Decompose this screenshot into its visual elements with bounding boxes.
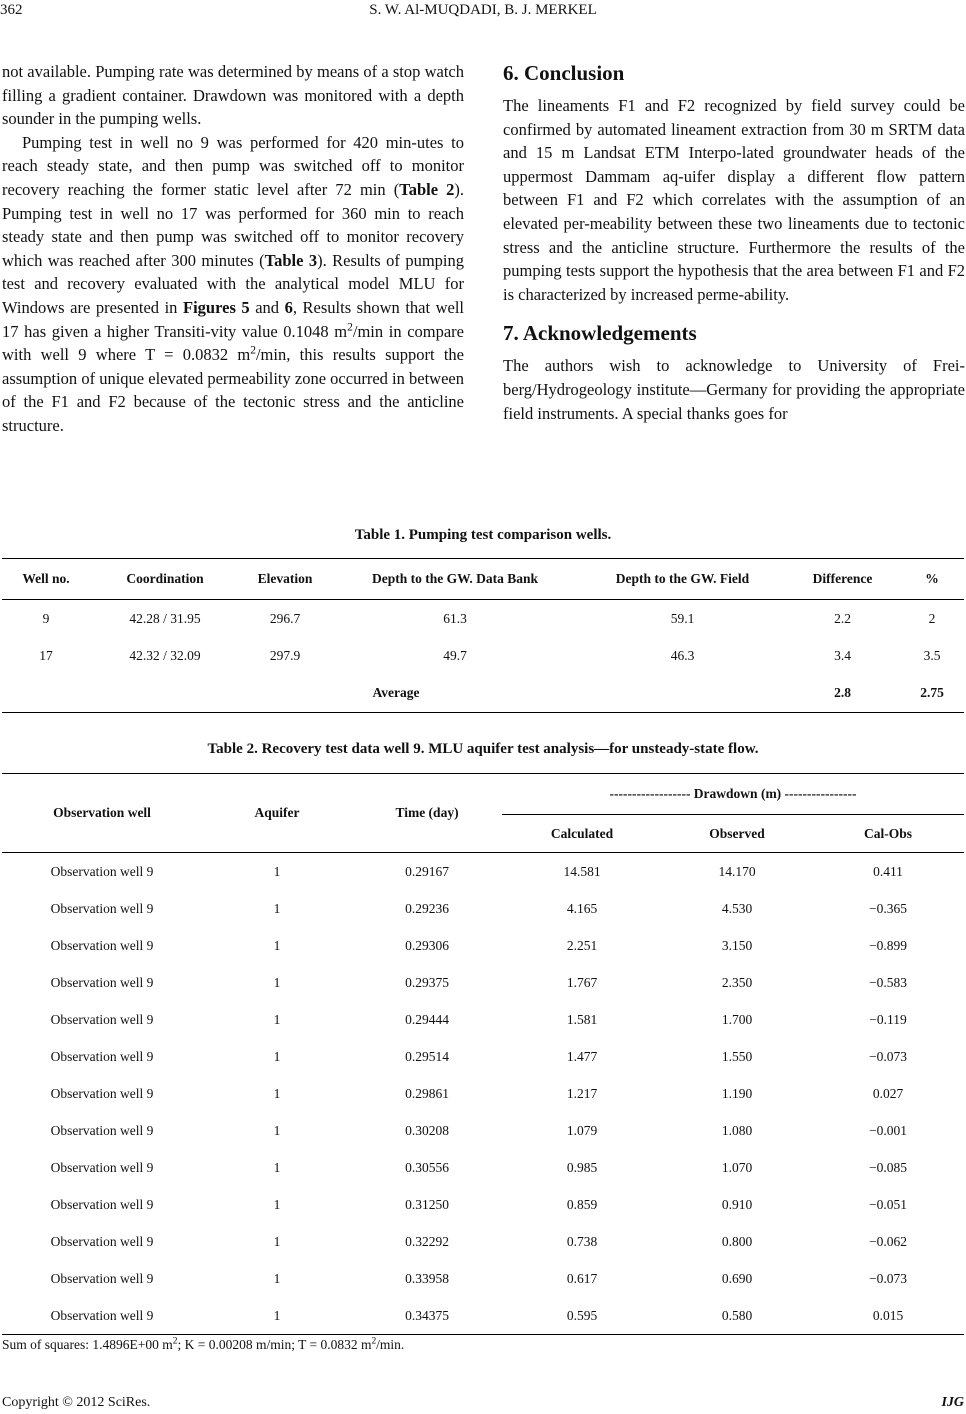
superscript: 2 (172, 1336, 178, 1347)
text-run: and (249, 297, 285, 317)
table-cell: 46.3 (670, 647, 695, 663)
table-2-footnote (2, 1337, 404, 1353)
table-cell: −0.365 (869, 900, 907, 916)
text-run: ). Pumping test in well no 17 was performed for 360 min to reach steady state and then pump was switched off to monitor recovery which was reached after 300 minutes ( (2, 179, 465, 270)
table-row (2, 927, 964, 964)
acknowledgements-paragraph: The authors wish to acknowledge to University of Frei-berg/Hydrogeology institute—Germany for providing the appropriate field instruments. A special thanks goes for (503, 356, 965, 423)
table-row (2, 1038, 964, 1075)
column-header-observed: Observed (662, 815, 812, 853)
table-cell: 1.477 (566, 1048, 598, 1064)
conclusion-paragraph: The lineaments F1 and F2 recognized by field survey could be confirmed by automated lineament extraction from 30 m SRTM data and 15 m Landsat ETM Interpo-lated groundwater heads of the uppermost Dammam aq-uifer display a different flow pattern between F1 and F2 which correlates with the assumption of an elevated per-meability between these two lineaments due to tectonic stress and the anticline structure. Furthermore the results of the pumping tests support the hypothesis that the area between F1 and F2 is characterized by increased perme-ability. (503, 96, 965, 304)
text-run: Pumping test in well no 9 was performed for 420 min-utes to reach steady state, and then pump was switched off to monitor recovery reaching the former static level after 72 min ( (2, 132, 464, 199)
table-cell: 0.29167 (405, 863, 449, 879)
table-cell: 0.30208 (405, 1122, 449, 1138)
text-run: ). Results of pumping test and recovery evaluated with the analytical model MLU for Windows are presented in (2, 250, 465, 317)
table-row (2, 600, 964, 638)
superscript: 2 (371, 1336, 377, 1347)
table-cell: 1 (273, 863, 281, 879)
table-cell: 0.595 (566, 1307, 598, 1323)
table-cell: 2.350 (721, 974, 753, 990)
table-row (2, 964, 964, 1001)
average-percent: 2.75 (920, 685, 944, 700)
table-cell: 296.7 (269, 610, 301, 626)
average-difference: 2.8 (834, 685, 851, 700)
text-run: /min, this results support the assumption of unique elevated permeability zone occurred in between of the F1 and F2 because of the tectonic stress and the anticline structure. (2, 345, 464, 435)
table-cell: 0.411 (873, 863, 903, 879)
table-cell: Observation well 9 (50, 1011, 154, 1027)
table-cell: 3.4 (834, 647, 851, 663)
table-cell (580, 674, 785, 713)
table-cell: 0.29514 (405, 1048, 449, 1064)
table-cell: 0.30556 (405, 1159, 449, 1175)
table-cell: 4.530 (721, 900, 753, 916)
table-cell: 0.738 (566, 1233, 598, 1249)
journal-abbreviation: IJG (941, 1395, 964, 1410)
column-header-aquifer: Aquifer (202, 774, 352, 853)
table-2-body (2, 853, 964, 1335)
table-cell: Observation well 9 (50, 1159, 154, 1175)
column-header: Coordination (90, 559, 240, 600)
copyright-notice: Copyright © 2012 SciRes. (2, 1395, 151, 1410)
table-cell: 2.2 (834, 610, 851, 626)
table-cell: 0.29236 (405, 900, 449, 916)
column-header-cal-obs: Cal-Obs (812, 815, 964, 853)
table-row (2, 853, 964, 891)
drawdown-group-header: ------------------ Drawdown (m) ---------------- (609, 786, 857, 801)
column-header: Well no. (2, 559, 90, 600)
table-cell: 1 (273, 900, 281, 916)
table-row (2, 890, 964, 927)
table-cell: 0.800 (721, 1233, 753, 1249)
average-label: Average (372, 685, 420, 700)
table-cell: 1.700 (721, 1011, 753, 1027)
table-cell: Observation well 9 (50, 937, 154, 953)
table-cell: 0.690 (721, 1270, 753, 1286)
table-cell: 42.28 / 31.95 (129, 610, 201, 626)
table-cell: 1.217 (566, 1085, 598, 1101)
table-cell: −0.085 (869, 1159, 907, 1175)
table-cell: 1.581 (566, 1011, 598, 1027)
table-cell: 1 (273, 1085, 281, 1101)
table-cell: 14.170 (718, 863, 756, 879)
table-cell: 2.251 (566, 937, 598, 953)
table-cell: 1.190 (721, 1085, 753, 1101)
table-cell: 0.29375 (405, 974, 449, 990)
table-cell: Observation well 9 (50, 1233, 154, 1249)
column-header: Difference (785, 559, 900, 600)
table-cell: 1.070 (721, 1159, 753, 1175)
table-cell: −0.062 (869, 1233, 907, 1249)
table-cell: −0.001 (869, 1122, 907, 1138)
superscript: 2 (250, 344, 256, 357)
table-2-reference: Table 2 (399, 179, 455, 199)
table-cell: 1 (273, 1270, 281, 1286)
table-3-reference: Table 3 (264, 250, 318, 270)
table-cell: Observation well 9 (50, 1122, 154, 1138)
table-cell: 1 (273, 1048, 281, 1064)
table-cell: 0.34375 (405, 1307, 449, 1323)
text-run: /min in compare with well 9 where T = 0.0832 m (2, 321, 464, 365)
table-cell: 61.3 (443, 610, 467, 626)
paragraph-pumping-test (2, 131, 464, 438)
table-cell: 1.767 (566, 974, 598, 990)
table-cell: 59.1 (670, 610, 695, 626)
average-row (2, 674, 964, 713)
table-cell: 2 (928, 610, 936, 626)
table-cell: 0.33958 (405, 1270, 449, 1286)
table-cell: 3.150 (721, 937, 753, 953)
table-cell: Observation well 9 (50, 1270, 154, 1286)
table-cell: 1 (273, 1307, 281, 1323)
table-cell: 9 (42, 610, 50, 626)
table-cell: 4.165 (566, 900, 598, 916)
left-column (2, 60, 464, 438)
table-cell: 1 (273, 1011, 281, 1027)
table-2-caption: Table 2. Recovery test data well 9. MLU aquifer test analysis—for unsteady-state flow. (207, 741, 759, 757)
table-row (2, 1075, 964, 1112)
table-cell: −0.119 (869, 1011, 907, 1027)
table-cell: 1 (273, 1122, 281, 1138)
running-title: S. W. Al-MUQDADI, B. J. MERKEL (369, 2, 597, 18)
right-column (503, 60, 965, 425)
column-header: % (900, 559, 964, 600)
page-number: 362 (0, 2, 23, 18)
paragraph-methods: not available. Pumping rate was determined by means of a stop watch filling a gradient container. Drawdown was monitored with a depth sounder in the pumping wells. (2, 62, 464, 129)
column-header: Depth to the GW. Data Bank (330, 559, 580, 600)
table-1 (2, 558, 964, 713)
table-cell: Observation well 9 (50, 863, 154, 879)
table-cell: 0.617 (566, 1270, 598, 1286)
table-cell: −0.073 (869, 1270, 907, 1286)
table-cell: 1 (273, 1159, 281, 1175)
table-row (2, 637, 964, 674)
table-cell: 0.29306 (405, 937, 449, 953)
table-cell: 0.985 (566, 1159, 598, 1175)
table-cell: −0.073 (869, 1048, 907, 1064)
table-row (2, 1149, 964, 1186)
table-row (2, 1112, 964, 1149)
figure-6-reference: 6 (284, 297, 293, 317)
page-header (0, 0, 966, 24)
table-1-caption: Table 1. Pumping test comparison wells. (354, 527, 612, 543)
table-row (2, 1297, 964, 1335)
table-cell: 49.7 (443, 647, 467, 663)
text-run: Sum of squares: 1.4896E+00 m (2, 1337, 173, 1352)
table-cell: 42.32 / 32.09 (129, 647, 201, 663)
table-cell: 1 (273, 1233, 281, 1249)
table-row (2, 1223, 964, 1260)
table-cell: 297.9 (269, 647, 301, 663)
table-cell: 0.31250 (405, 1196, 449, 1212)
acknowledgements-heading: 7. Acknowledgements (503, 321, 697, 346)
table-cell: Observation well 9 (50, 974, 154, 990)
table-cell: 0.910 (721, 1196, 753, 1212)
table-cell: 1.079 (566, 1122, 598, 1138)
table-cell: Observation well 9 (50, 1307, 154, 1323)
column-header-observation-well: Observation well (2, 774, 202, 853)
table-row (2, 1186, 964, 1223)
table-cell: 1 (273, 974, 281, 990)
table-cell: 14.581 (563, 863, 601, 879)
table-cell: 0.015 (872, 1307, 904, 1323)
text-run: , Results shown that well 17 has given a higher Transiti-vity value 0.1048 m (2, 297, 465, 341)
superscript: 2 (347, 321, 353, 334)
figure-5-reference: Figures 5 (183, 297, 250, 317)
table-cell: 0.29444 (405, 1011, 449, 1027)
table-cell: 0.580 (721, 1307, 753, 1323)
conclusion-heading: 6. Conclusion (503, 61, 625, 85)
table-row (2, 1260, 964, 1297)
table-cell: 17 (39, 647, 53, 663)
table-row (2, 1001, 964, 1038)
column-header-time: Time (day) (352, 774, 502, 853)
column-header: Depth to the GW. Field (580, 559, 785, 600)
table-cell: 1.080 (721, 1122, 753, 1138)
table-cell: −0.051 (869, 1196, 907, 1212)
table-cell: 1 (273, 1196, 281, 1212)
table-cell: 1 (273, 937, 281, 953)
table-2 (2, 773, 964, 1335)
table-cell: 0.32292 (405, 1233, 449, 1249)
column-header: Elevation (240, 559, 330, 600)
table-cell: Observation well 9 (50, 1196, 154, 1212)
text-run: /min. (376, 1337, 405, 1352)
table-cell: −0.583 (869, 974, 907, 990)
column-header-calculated: Calculated (502, 815, 662, 853)
table-cell: 0.859 (566, 1196, 598, 1212)
table-cell: 0.29861 (405, 1085, 449, 1101)
table-cell: 0.027 (872, 1085, 904, 1101)
page-footer (2, 1395, 964, 1411)
table-cell: 1.550 (721, 1048, 753, 1064)
table-cell: −0.899 (869, 937, 907, 953)
text-run: ; K = 0.00208 m/min; T = 0.0832 m (177, 1337, 372, 1352)
table-cell: Observation well 9 (50, 900, 154, 916)
table-cell: 3.5 (923, 647, 941, 663)
table-cell: Observation well 9 (50, 1048, 154, 1064)
table-cell: Observation well 9 (50, 1085, 154, 1101)
